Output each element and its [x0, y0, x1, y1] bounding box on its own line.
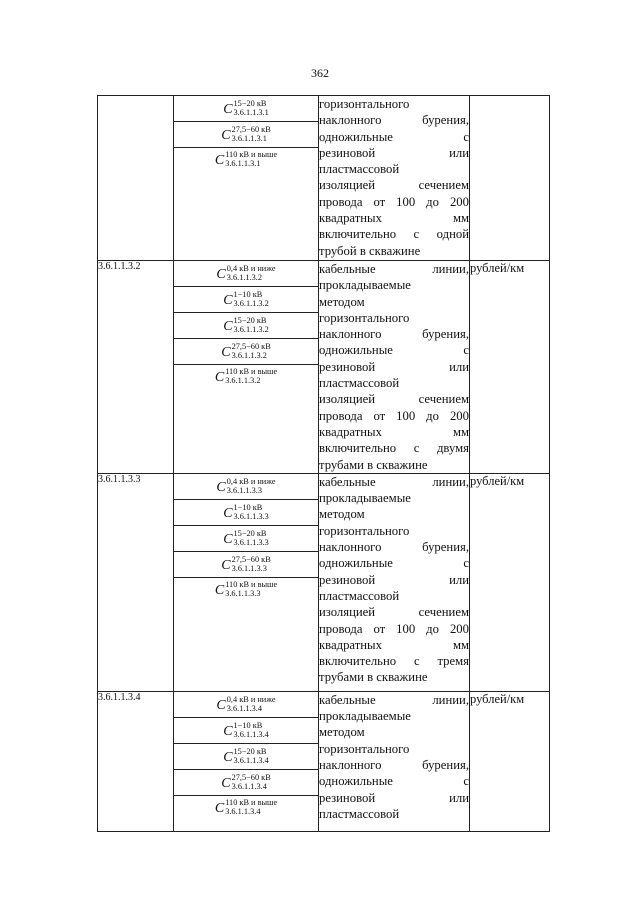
description-line: одножильные с: [319, 556, 469, 571]
formula-item: [174, 744, 318, 770]
voltage-superscript: 1−10 кВ: [233, 502, 263, 512]
formula-cell: [174, 96, 319, 261]
formula-symbol: C: [216, 266, 226, 282]
formula-symbol: C: [223, 318, 233, 334]
description-line: пластмассовой: [319, 376, 400, 391]
code-subscript: 3.6.1.1.3.2: [233, 299, 269, 308]
formula-symbol: C: [223, 101, 233, 117]
unit-cell: рублей/км: [470, 473, 550, 691]
formula-item: [174, 365, 318, 386]
description-cell: [319, 261, 470, 474]
code-subscript: 3.6.1.1.3.3: [225, 589, 261, 599]
formula-list: [174, 474, 318, 599]
table-body: [98, 96, 550, 832]
formula-symbol: C: [223, 531, 233, 547]
unit-cell: рублей/км: [470, 691, 550, 831]
formula-item: [174, 148, 318, 169]
formula-symbol: C: [214, 370, 225, 385]
code-subscript: 3.6.1.1.3.2: [233, 325, 269, 334]
formula-symbol: C: [216, 479, 226, 495]
description-line: горизонтального: [319, 741, 410, 756]
code-subscript: 3.6.1.1.3.4: [225, 807, 261, 817]
row-code: 3.6.1.1.3.2: [98, 261, 174, 474]
formula-item: [174, 578, 318, 599]
cost-formula: [223, 748, 269, 766]
voltage-superscript: 27,5−60 кВ: [231, 124, 271, 134]
code-subscript: 3.6.1.1.3.2: [226, 273, 263, 282]
cost-formula: [223, 291, 269, 309]
cost-formula: [223, 317, 269, 335]
description-line: пластмассовой: [319, 806, 400, 821]
description-line: наклонного бурения,: [319, 113, 469, 128]
description-cell: [319, 96, 470, 261]
description-cell: [319, 691, 470, 831]
description-line: горизонтального: [319, 310, 410, 325]
cost-formula: [215, 799, 277, 817]
code-subscript: 3.6.1.1.3.2: [225, 376, 261, 386]
description-cell: [319, 473, 470, 691]
description-line: изоляцией сечением: [319, 178, 469, 193]
description-line: квадратных мм: [319, 424, 469, 439]
voltage-superscript: 15−20 кВ: [233, 746, 267, 756]
description-line: трубами в скважине: [319, 670, 428, 685]
description-line: кабельные линии,: [319, 474, 469, 489]
code-subscript: 3.6.1.1.3.4: [233, 729, 269, 739]
description-line: одножильные с: [319, 129, 469, 144]
row-code: 3.6.1.1.3.4: [98, 691, 174, 831]
formula-item: [174, 122, 318, 148]
formula-item: [174, 552, 318, 578]
table-row: [98, 96, 550, 261]
description-line: прокладываемые: [319, 709, 411, 724]
voltage-superscript: 1−10 кВ: [233, 720, 263, 730]
code-subscript: 3.6.1.1.3.3: [231, 563, 267, 573]
description-line: методом: [319, 725, 365, 740]
description-line: изоляцией сечением: [319, 605, 469, 620]
cost-formula: [223, 722, 269, 740]
voltage-superscript: 15−20 кВ: [233, 315, 267, 325]
description-line: методом: [319, 507, 365, 522]
page-number: 362: [311, 66, 329, 80]
code-subscript: 3.6.1.1.3.1: [233, 108, 269, 117]
formula-cell: [174, 261, 319, 474]
description-line: методом: [319, 294, 365, 309]
description-line: включительно с одной: [319, 227, 469, 242]
formula-symbol: C: [214, 800, 225, 816]
voltage-superscript: 27,5−60 кВ: [231, 341, 271, 351]
formula-item: [174, 796, 318, 817]
cost-formula: [216, 265, 275, 283]
code-subscript: 3.6.1.1.3.1: [225, 159, 261, 169]
unit-cell: рублей/км: [470, 261, 550, 474]
description-line: провода от 100 до 200: [319, 194, 469, 209]
description-line: прокладываемые: [319, 491, 411, 506]
voltage-superscript: 0,4 кВ и ниже: [226, 263, 276, 273]
description-line: пластмассовой: [319, 588, 400, 603]
formula-list: [174, 692, 318, 817]
formula-item: [174, 261, 318, 287]
formula-item: [174, 770, 318, 796]
unit-cell: [470, 96, 550, 261]
formula-item: [174, 313, 318, 339]
description-line: провода от 100 до 200: [319, 621, 469, 636]
formula-item: [174, 474, 318, 500]
description-line: кабельные линии,: [319, 692, 469, 707]
formula-symbol: C: [214, 153, 225, 168]
description-line: изоляцией сечением: [319, 392, 469, 407]
description-line: трубой в скважине: [319, 243, 421, 258]
cost-formula: [223, 504, 269, 522]
formula-symbol: C: [221, 344, 231, 360]
code-subscript: 3.6.1.1.3.3: [226, 485, 263, 495]
voltage-superscript: 110 кВ и выше: [225, 150, 278, 159]
cost-formula: [221, 556, 270, 574]
formula-list: [174, 96, 318, 169]
description-line: наклонного бурения,: [319, 540, 469, 555]
formula-symbol: C: [221, 127, 231, 143]
formula-item: [174, 96, 318, 122]
code-subscript: 3.6.1.1.3.1: [231, 134, 267, 143]
formula-symbol: C: [223, 292, 233, 308]
description-line: пластмассовой: [319, 162, 400, 177]
formula-symbol: C: [221, 775, 231, 791]
description-line: квадратных мм: [319, 211, 469, 226]
description-line: одножильные с: [319, 343, 469, 358]
formula-symbol: C: [214, 582, 225, 598]
row-code: 3.6.1.1.3.3: [98, 473, 174, 691]
cost-formula: [216, 478, 275, 496]
description-line: трубами в скважине: [319, 457, 428, 472]
description-line: провода от 100 до 200: [319, 408, 469, 423]
cost-formula: [223, 530, 269, 548]
description-line: горизонтального: [319, 97, 410, 111]
voltage-superscript: 0,4 кВ и ниже: [226, 476, 276, 486]
cost-formula: [215, 368, 277, 386]
description-line: резиновой или: [319, 145, 469, 160]
tariff-table: [97, 95, 550, 832]
cost-formula: [221, 774, 270, 792]
table-row: [98, 261, 550, 474]
voltage-superscript: 110 кВ и выше: [225, 579, 278, 589]
description-line: прокладываемые: [319, 278, 411, 293]
cost-formula: [223, 100, 269, 118]
description-line: кабельные линии,: [319, 262, 469, 276]
formula-item: [174, 526, 318, 552]
code-subscript: 3.6.1.1.3.4: [233, 755, 269, 765]
formula-item: [174, 500, 318, 526]
description-line: включительно с тремя: [319, 654, 469, 669]
voltage-superscript: 110 кВ и выше: [225, 797, 278, 807]
description-line: резиновой или: [319, 790, 469, 805]
description-line: одножильные с: [319, 774, 469, 789]
description-line: резиновой или: [319, 359, 469, 374]
description-line: наклонного бурения,: [319, 327, 469, 342]
formula-cell: [174, 473, 319, 691]
formula-symbol: C: [223, 505, 233, 521]
row-code: [98, 96, 174, 261]
cost-formula: [221, 126, 270, 144]
code-subscript: 3.6.1.1.3.3: [233, 537, 269, 547]
code-subscript: 3.6.1.1.3.4: [231, 781, 267, 791]
voltage-superscript: 110 кВ и выше: [225, 367, 278, 376]
voltage-superscript: 1−10 кВ: [233, 289, 263, 299]
formula-list: [174, 261, 318, 386]
voltage-superscript: 15−20 кВ: [233, 528, 267, 538]
formula-symbol: C: [221, 557, 231, 573]
cost-formula: [216, 696, 275, 714]
cost-formula: [215, 581, 277, 599]
formula-item: [174, 692, 318, 718]
voltage-superscript: 27,5−60 кВ: [231, 772, 271, 782]
formula-item: [174, 718, 318, 744]
code-subscript: 3.6.1.1.3.4: [226, 703, 263, 713]
description-line: включительно с двумя: [319, 441, 469, 456]
description-line: наклонного бурения,: [319, 758, 469, 773]
formula-symbol: C: [216, 697, 226, 713]
formula-item: [174, 287, 318, 313]
cost-formula: [215, 151, 277, 169]
formula-cell: [174, 691, 319, 831]
table-row: [98, 691, 550, 831]
code-subscript: 3.6.1.1.3.3: [233, 511, 269, 521]
voltage-superscript: 15−20 кВ: [233, 98, 267, 108]
description-line: квадратных мм: [319, 637, 469, 652]
formula-symbol: C: [223, 749, 233, 765]
formula-symbol: C: [223, 723, 233, 739]
formula-item: [174, 339, 318, 365]
voltage-superscript: 27,5−60 кВ: [231, 554, 271, 564]
description-line: резиновой или: [319, 572, 469, 587]
cost-formula: [221, 343, 270, 361]
table-row: [98, 473, 550, 691]
voltage-superscript: 0,4 кВ и ниже: [226, 694, 276, 704]
code-subscript: 3.6.1.1.3.2: [231, 351, 267, 360]
description-line: горизонтального: [319, 523, 410, 538]
